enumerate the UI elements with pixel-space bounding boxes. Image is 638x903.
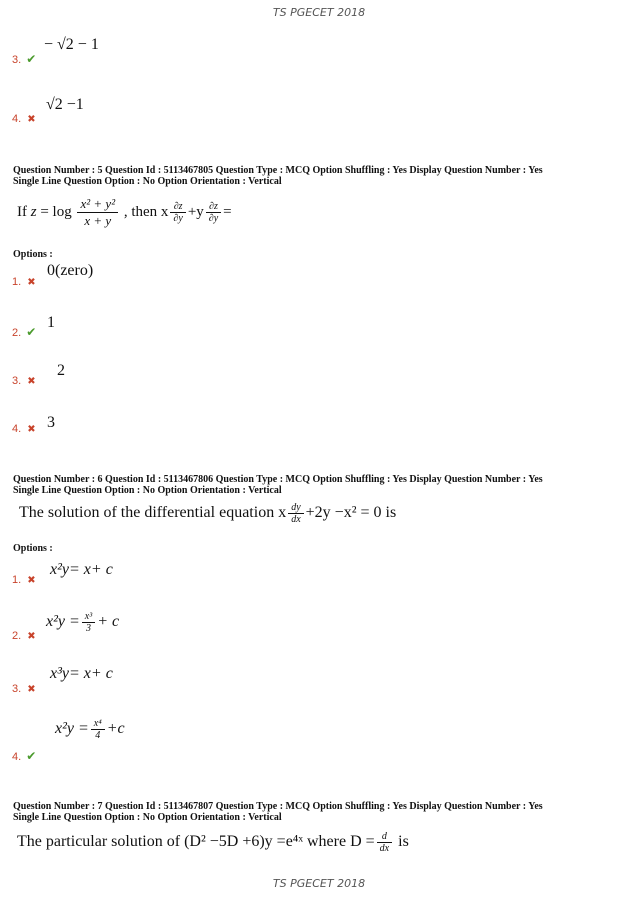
option-number: 4. — [12, 113, 22, 125]
q5-option-2 — [12, 325, 36, 339]
option-lhs: x²y = — [46, 613, 80, 631]
stem-text: The solution of the differential equation x — [19, 504, 287, 522]
frac-numerator: x³ — [82, 611, 95, 623]
option-number: 1. — [12, 574, 22, 586]
option-number: 3. — [12, 683, 22, 695]
q5-meta-line2: Single Line Question Option : No Option Orientation : Vertical — [13, 176, 282, 187]
option-rhs: + c — [97, 613, 120, 631]
frac-numerator: d — [377, 831, 392, 843]
q6-options-label: Options : — [13, 543, 53, 554]
q5-option-4 — [12, 423, 36, 435]
frac-denominator: ∂y — [173, 213, 183, 224]
stem-text: +2y −x² = 0 is — [305, 504, 397, 522]
check-icon: ✔ — [26, 52, 37, 66]
q5-option-3-text: 2 — [57, 362, 65, 379]
frac-numerator: ∂z — [206, 201, 221, 213]
q6-option-3-text: x³y= x+ c — [50, 665, 113, 682]
prev-option-4 — [12, 113, 36, 125]
stem-var: z — [30, 203, 37, 220]
cross-icon: ✖ — [27, 631, 36, 642]
q6-meta-line1: Question Number : 6 Question Id : 5113467806 Question Type : MCQ Option Shuffling : Yes Display Question Number : Yes — [13, 474, 543, 485]
q5-stem — [17, 196, 232, 229]
q6-option-2 — [12, 630, 36, 642]
q6-option-4 — [12, 749, 36, 763]
q5-option-2-text: 1 — [47, 314, 55, 331]
q6-derivative — [288, 502, 303, 525]
option-number: 3. — [12, 375, 22, 387]
q5-derivative-2 — [206, 201, 221, 224]
q6-option-2-text — [46, 611, 119, 634]
stem-text: , then x — [123, 203, 169, 220]
q6-option-4-text — [55, 718, 125, 741]
frac-denominator: 4 — [95, 730, 101, 741]
stem-text: = log — [40, 203, 72, 220]
stem-text: The particular solution of (D² −5D +6)y =e⁴ˣ where D = — [17, 833, 375, 851]
q7-derivative — [377, 831, 392, 854]
option-number: 1. — [12, 276, 22, 288]
frac-numerator: x² + y² — [77, 196, 118, 213]
q5-option-1-text: 0(zero) — [47, 262, 94, 279]
option-rhs: +c — [106, 720, 125, 738]
stem-text: is — [394, 833, 409, 851]
q5-meta — [13, 165, 603, 187]
q6-meta — [13, 474, 603, 496]
check-icon: ✔ — [26, 325, 37, 339]
option-number: 3. — [12, 54, 22, 66]
q5-options-label: Options : — [13, 249, 53, 260]
option-number: 4. — [12, 751, 22, 763]
frac-numerator: dy — [288, 502, 303, 514]
cross-icon: ✖ — [27, 376, 36, 387]
option-lhs: x²y = — [55, 720, 89, 738]
q6-meta-line2: Single Line Question Option : No Option Orientation : Vertical — [13, 485, 282, 496]
option-number: 4. — [12, 423, 22, 435]
q5-fraction — [77, 196, 118, 229]
q5-option-3 — [12, 375, 36, 387]
check-icon: ✔ — [26, 749, 37, 763]
cross-icon: ✖ — [27, 277, 36, 288]
frac-denominator: dx — [379, 843, 390, 854]
frac-denominator: dx — [291, 514, 301, 525]
option-number: 2. — [12, 630, 22, 642]
page-header: TS PGECET 2018 — [272, 6, 366, 19]
cross-icon: ✖ — [27, 575, 36, 586]
option-fraction — [91, 718, 105, 741]
cross-icon: ✖ — [27, 114, 36, 125]
q7-meta-line2: Single Line Question Option : No Option Orientation : Vertical — [13, 812, 282, 823]
option-fraction — [82, 611, 95, 634]
q5-meta-line1: Question Number : 5 Question Id : 5113467805 Question Type : MCQ Option Shuffling : Yes Display Question Number : Yes — [13, 165, 543, 176]
prev-option-3-text: − √2 − 1 — [44, 36, 99, 53]
page-footer: TS PGECET 2018 — [272, 877, 366, 890]
stem-text: If — [17, 203, 27, 220]
stem-text: = — [223, 203, 232, 220]
frac-denominator: 3 — [86, 623, 92, 634]
option-number: 2. — [12, 327, 22, 339]
q7-meta — [13, 801, 603, 823]
q5-option-4-text: 3 — [47, 414, 55, 431]
q5-option-1 — [12, 276, 36, 288]
q7-stem — [17, 831, 409, 854]
q6-option-1-text: x²y= x+ c — [50, 561, 113, 578]
frac-numerator: ∂z — [170, 201, 185, 213]
frac-denominator: ∂y — [208, 213, 219, 224]
q6-option-3 — [12, 683, 36, 695]
q7-meta-line1: Question Number : 7 Question Id : 5113467807 Question Type : MCQ Option Shuffling : Yes Display Question Number : Yes — [13, 801, 543, 812]
q5-derivative-1 — [170, 201, 185, 224]
q6-stem — [19, 502, 396, 525]
q6-option-1 — [12, 574, 36, 586]
frac-numerator: x⁴ — [91, 718, 105, 730]
cross-icon: ✖ — [27, 684, 36, 695]
stem-text: +y — [187, 203, 204, 220]
cross-icon: ✖ — [27, 424, 36, 435]
prev-option-3 — [12, 52, 36, 66]
frac-denominator: x + y — [84, 213, 112, 228]
prev-option-4-text: √2 −1 — [46, 96, 84, 113]
